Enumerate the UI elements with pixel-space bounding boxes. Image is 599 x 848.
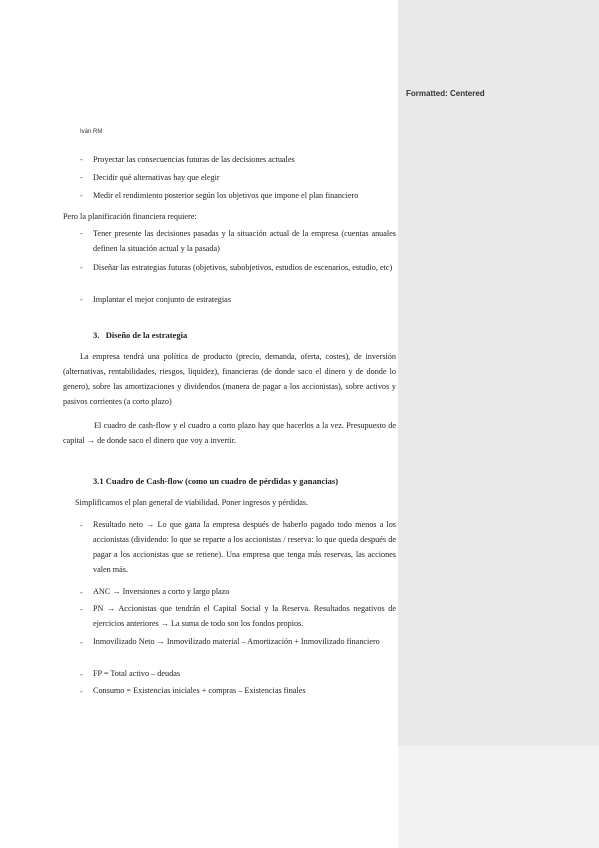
list-item: Medir el rendimiento posterior según los objetivos que impone el plan financiero	[93, 191, 359, 200]
format-comment[interactable]	[398, 0, 599, 746]
bullet-dash: -	[80, 155, 83, 164]
list-item: FP = Total activo – deudas	[93, 669, 181, 678]
list-item: ANC → Inversiones a corto y largo plazo	[93, 587, 230, 596]
list-item: Tener presente las decisiones pasadas y la situación actual de la empresa (cuentas anuales definen la situación actual y la pasada)	[93, 229, 396, 253]
paragraph: El cuadro de cash-flow y el cuadro a corto plazo hay que hacerlos a la vez. Presupuesto de capital → de donde saco el dinero que voy a invertir.	[63, 421, 396, 445]
section-title: Diseño de la estrategia	[105, 330, 188, 340]
bullet-dash: -	[80, 638, 83, 647]
paragraph: Pero la planificación financiera requiere:	[63, 212, 197, 221]
section-number: 3.	[93, 330, 100, 340]
list-item: Decidir qué alternativas hay que elegir	[93, 173, 220, 182]
bullet-dash: -	[80, 295, 83, 304]
bullet-dash: -	[80, 229, 83, 238]
bullet-dash: -	[80, 191, 83, 200]
bullet-dash: -	[80, 173, 83, 182]
bullet-dash: -	[80, 521, 83, 530]
paragraph: La empresa tendrá una política de producto (precio, demanda, oferta, costes), de inversión (alternativas, rentabilidades, riesgos, liquidez), financieras (de donde saco el dinero y de donde lo genero), sobre las amortizaciones y dividendos (manera de pagar a los accionistas), sobre activos y pasivos corrientes (a corto plazo)	[63, 352, 396, 406]
subsection-heading: 3.1 Cuadro de Cash-flow (como un cuadro de pérdidas y ganancias)	[93, 476, 339, 486]
list-item: Consumo = Existencias iniciales + compras – Existencias finales	[93, 686, 306, 695]
section-heading	[93, 330, 187, 340]
bullet-dash: -	[80, 588, 83, 597]
bullet-dash: -	[80, 670, 83, 679]
list-item: Implantar el mejor conjunto de estrategias	[93, 295, 232, 304]
list-item: Inmovilizado Neto → Inmovilizado material – Amortización + Inmovilizado financiero	[93, 637, 380, 646]
bullet-dash: -	[80, 263, 83, 272]
comment-label: Formatted: Centered	[406, 89, 485, 98]
list-item: Diseñar las estrategias futuras (objetivos, subobjetivos, estudios de escenarios, estudio, etc)	[93, 263, 393, 272]
comments-sidebar	[398, 0, 599, 848]
bullet-dash: -	[80, 687, 83, 696]
bullet-dash: -	[80, 605, 83, 614]
page-header: Iván RM	[80, 129, 103, 135]
list-item: Proyectar las consecuencias futuras de las decisiones actuales	[93, 155, 295, 164]
paragraph: Simplificamos el plan general de viabilidad. Poner ingresos y pérdidas.	[75, 498, 309, 507]
list-item: PN → Accionistas que tendrán el Capital Social y la Reserva. Resultados negativos de ejercicios anteriores → La suma de todo son los fondos propios.	[93, 604, 396, 628]
list-item: Resultado neto → Lo que gana la empresa después de haberlo pagado todo menos a los accionistas (dividendo: lo que se reparte a los accionistas / reserva: lo que queda después de pagar a los accionistas que se retiene). Una empresa que tenga más reservas, las acciones valen más.	[93, 520, 396, 574]
